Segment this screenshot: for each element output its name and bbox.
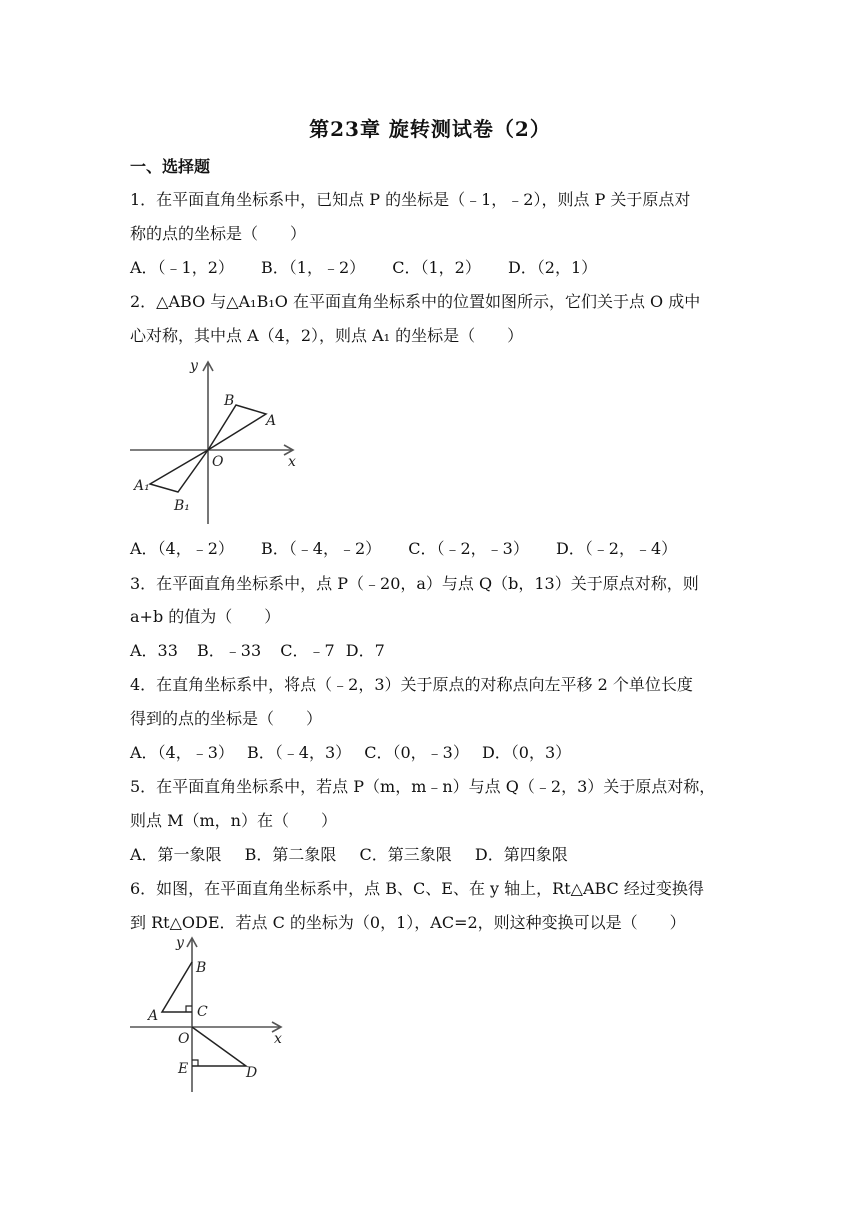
right-angle-c <box>186 1006 192 1012</box>
question-2-figure <box>128 352 308 527</box>
triangle-abo <box>208 405 266 450</box>
option-d: D．第四象限 <box>474 845 568 864</box>
y-axis-label: y <box>190 358 198 374</box>
option-c: C．﹣7 <box>280 641 335 660</box>
triangle-abc <box>162 962 192 1012</box>
question-2-options <box>130 538 699 560</box>
point-b1-label: B₁ <box>174 498 190 514</box>
question-4-options <box>130 742 593 764</box>
right-angle-e <box>192 1060 198 1066</box>
point-c-label: C <box>197 1004 208 1020</box>
question-5-options <box>130 844 590 866</box>
option-a: A．（4，﹣3） <box>130 743 234 762</box>
option-b: B．﹣33 <box>197 641 262 660</box>
point-e-label: E <box>178 1061 189 1077</box>
y-axis-label: y <box>176 935 184 951</box>
option-a: A．第一象限 <box>130 845 222 864</box>
point-a1-label: A₁ <box>134 478 150 494</box>
question-5-line-1: 5．在平面直角坐标系中，若点 P（m，m﹣n）与点 Q（﹣2，3）关于原点对称， <box>130 777 716 796</box>
point-a-label: A <box>148 1008 159 1024</box>
option-a: A．（4，﹣2） <box>130 539 234 558</box>
x-axis-label: x <box>274 1031 282 1047</box>
option-b: B．（1，﹣2） <box>261 258 366 277</box>
question-2-line-2: 心对称，其中点 A（4，2），则点 A₁ 的坐标是（ ） <box>130 326 524 345</box>
question-4-line-1: 4．在直角坐标系中，将点（﹣2，3）关于原点的对称点向左平移 2 个单位长度 <box>130 675 693 694</box>
origin-label: O <box>178 1031 190 1047</box>
option-d: D．（0，3） <box>481 743 572 762</box>
option-c: C．（0，﹣3） <box>364 743 469 762</box>
question-1-options <box>130 257 619 279</box>
option-b: B．第二象限 <box>244 845 337 864</box>
option-a: A．33 <box>130 641 178 660</box>
point-b-label: B <box>196 960 207 976</box>
option-d: D．（2，1） <box>507 258 598 277</box>
question-4-line-2: 得到的点的坐标是（ ） <box>130 709 323 728</box>
point-a-label: A <box>266 413 277 429</box>
question-6-line-2: 到 Rt△ODE．若点 C 的坐标为（0，1），AC=2，则这种变换可以是（ ） <box>130 913 686 932</box>
page-title: 第23章 旋转测试卷（2） <box>309 117 551 141</box>
question-6-figure <box>128 932 298 1097</box>
option-d: D．7 <box>345 641 385 660</box>
point-d-label: D <box>246 1065 258 1081</box>
question-1-line-1: 1．在平面直角坐标系中，已知点 P 的坐标是（﹣1，﹣2），则点 P 关于原点对 <box>130 190 691 209</box>
point-b-label: B <box>224 393 235 409</box>
origin-label: O <box>212 454 224 470</box>
question-1-line-2: 称的点的坐标是（ ） <box>130 224 307 243</box>
option-b: B．（﹣4，3） <box>247 743 352 762</box>
option-d: D．（﹣2，﹣4） <box>555 539 678 558</box>
x-axis-label: x <box>288 454 296 470</box>
question-3-options <box>130 640 407 662</box>
section-heading: 一、选择题 <box>130 157 211 176</box>
option-b: B．（﹣4，﹣2） <box>261 539 382 558</box>
question-2-line-1: 2．△ABO 与△A₁B₁O 在平面直角坐标系中的位置如图所示，它们关于点 O 成中 <box>130 292 701 311</box>
triangle-a1b1o <box>150 450 208 492</box>
question-3-line-1: 3．在平面直角坐标系中，点 P（﹣20，a）与点 Q（b，13）关于原点对称，则 <box>130 574 699 593</box>
option-a: A．（﹣1，2） <box>130 258 234 277</box>
question-6-line-1: 6．如图，在平面直角坐标系中，点 B、C、E、在 y 轴上，Rt△ABC 经过变换得 <box>130 879 704 898</box>
question-3-line-2: a+b 的值为（ ） <box>130 607 281 626</box>
question-5-line-2: 则点 M（m，n）在（ ） <box>130 811 337 830</box>
option-c: C．第三象限 <box>359 845 452 864</box>
triangle-ode <box>192 1027 246 1066</box>
option-c: C．（﹣2，﹣3） <box>408 539 529 558</box>
option-c: C．（1，2） <box>392 258 481 277</box>
